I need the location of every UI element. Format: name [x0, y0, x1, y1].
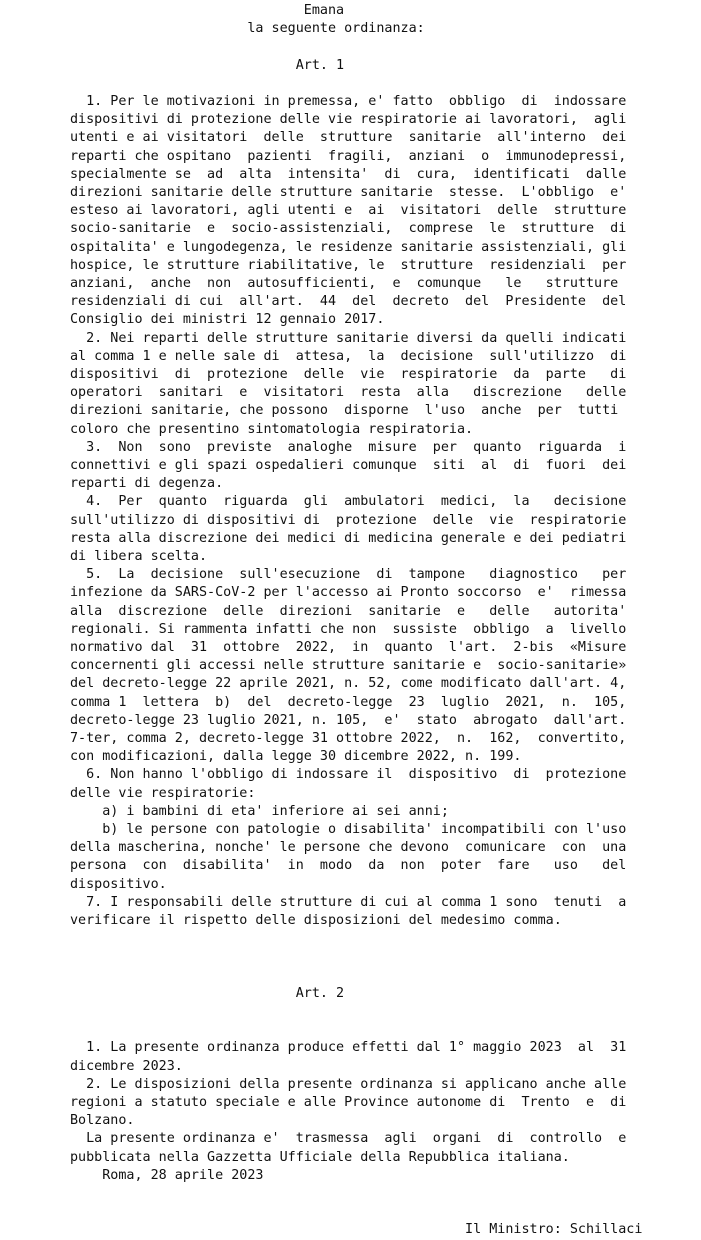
text-line: coloro che presentino sintomatologia respiratoria.: [70, 421, 474, 437]
text-line: Consiglio dei ministri 12 gennaio 2017.: [70, 312, 385, 328]
text-line: del decreto-legge 22 aprile 2021, n. 52, come modificato dall'art. 4,: [70, 676, 627, 692]
emana-heading: Emana: [70, 3, 345, 18]
text-line: socio-sanitarie e socio-assistenziali, comprese le strutture di: [70, 221, 627, 237]
text-line: residenziali di cui all'art. 44 del decreto del Presidente del: [70, 294, 627, 310]
text-line: dicembre 2023.: [70, 1058, 183, 1074]
text-line: concernenti gli accessi nelle strutture sanitarie e socio-sanitarie»: [70, 658, 627, 674]
text-line: esteso ai lavoratori, agli utenti e ai visitatori delle strutture: [70, 203, 627, 219]
text-line: 2. Le disposizioni della presente ordinanza si applicano anche alle: [70, 1076, 627, 1092]
text-line: 4. Per quanto riguarda gli ambulatori medici, la decisione: [70, 494, 627, 510]
text-line: infezione da SARS-CoV-2 per l'accesso ai Pronto soccorso e' rimessa: [70, 585, 627, 601]
text-line: comma 1 lettera b) del decreto-legge 23 luglio 2021, n. 105,: [70, 694, 627, 710]
text-line: resta alla discrezione dei medici di medicina generale e dei pediatri: [70, 530, 627, 546]
text-line: alla discrezione delle direzioni sanitarie e delle autorita': [70, 603, 627, 619]
text-line: a) i bambini di eta' inferiore ai sei anni;: [70, 803, 449, 819]
text-line: anziani, anche non autosufficienti, e comunque le strutture: [70, 276, 619, 291]
text-line: 1. La presente ordinanza produce effetti dal 1° maggio 2023 al 31: [70, 1040, 627, 1056]
text-line: ospitalita' e lungodegenza, le residenze sanitarie assistenziali, gli: [70, 239, 627, 255]
text-line: 3. Non sono previste analoghe misure per quanto riguarda i: [70, 439, 627, 455]
text-line: delle vie respiratorie:: [70, 785, 256, 801]
text-line: decreto-legge 23 luglio 2021, n. 105, e' stato abrogato dall'art.: [70, 712, 627, 728]
text-line: 1. Per le motivazioni in premessa, e' fatto obbligo di indossare: [70, 94, 627, 109]
text-line: operatori sanitari e visitatori resta alla discrezione delle: [70, 385, 627, 401]
text-line: al comma 1 e nelle sale di attesa, la decisione sull'utilizzo di: [70, 348, 627, 364]
text-line: Bolzano.: [70, 1113, 135, 1129]
text-line: utenti e ai visitatori delle strutture sanitarie all'interno dei: [70, 130, 627, 146]
text-line: direzioni sanitarie, che possono disporne l'uso anche per tutti: [70, 403, 619, 419]
text-line: 7. I responsabili delle strutture di cui al comma 1 sono tenuti a: [70, 894, 627, 910]
text-line: reparti che ospitano pazienti fragili, anziani o immunodepressi,: [70, 148, 627, 164]
place-date-line: Roma, 28 aprile 2023: [70, 1167, 264, 1183]
text-line: normativo dal 31 ottobre 2022, in quanto l'art. 2-bis «Misure: [70, 640, 627, 655]
text-line: della mascherina, nonche' le persone che devono comunicare con una: [70, 840, 627, 856]
text-line: direzioni sanitarie delle strutture sanitarie stesse. L'obbligo e': [70, 185, 627, 200]
text-line: persona con disabilita' in modo da non poter fare uso del: [70, 858, 627, 874]
text-line: 7-ter, comma 2, decreto-legge 31 ottobre 2022, n. 162, convertito,: [70, 731, 627, 746]
text-line: regionali. Si rammenta infatti che non sussiste obbligo a livello: [70, 621, 627, 637]
article-heading: Art. 2: [70, 985, 345, 1001]
article-heading: Art. 1: [70, 57, 345, 73]
text-line: dispositivi di protezione delle vie respiratorie da parte di: [70, 367, 627, 382]
text-line: con modificazioni, dalla legge 30 dicembre 2022, n. 199.: [70, 749, 522, 765]
text-line: dispositivo.: [70, 876, 167, 892]
text-line: specialmente se ad alta intensita' di cura, identificati dalle: [70, 166, 627, 182]
signature-line: Il Ministro: Schillaci: [70, 1222, 643, 1238]
text-line: connettivi e gli spazi ospedalieri comunque siti al di fuori dei: [70, 458, 627, 473]
text-line: 2. Nei reparti delle strutture sanitarie diversi da quelli indicati: [70, 330, 627, 346]
text-line: reparti di degenza.: [70, 476, 224, 492]
text-line: b) le persone con patologie o disabilita' incompatibili con l'uso: [70, 822, 627, 837]
text-line: 5. La decisione sull'esecuzione di tampone diagnostico per: [70, 567, 627, 583]
ordinance-subheading: la seguente ordinanza:: [70, 21, 425, 37]
text-line: pubblicata nella Gazzetta Ufficiale della Repubblica italiana.: [70, 1149, 570, 1165]
text-line: 6. Non hanno l'obbligo di indossare il dispositivo di protezione: [70, 767, 627, 783]
text-line: di libera scelta.: [70, 549, 208, 564]
text-line: dispositivi di protezione delle vie respiratorie ai lavoratori, agli: [70, 112, 627, 128]
text-line: verificare il rispetto delle disposizioni del medesimo comma.: [70, 913, 562, 928]
text-line: sull'utilizzo di dispositivi di protezione delle vie respiratorie: [70, 512, 627, 528]
text-line: La presente ordinanza e' trasmessa agli organi di controllo e: [70, 1131, 627, 1147]
text-line: hospice, le strutture riabilitative, le strutture residenziali per: [70, 257, 627, 273]
text-line: regioni a statuto speciale e alle Province autonome di Trento e di: [70, 1095, 627, 1110]
